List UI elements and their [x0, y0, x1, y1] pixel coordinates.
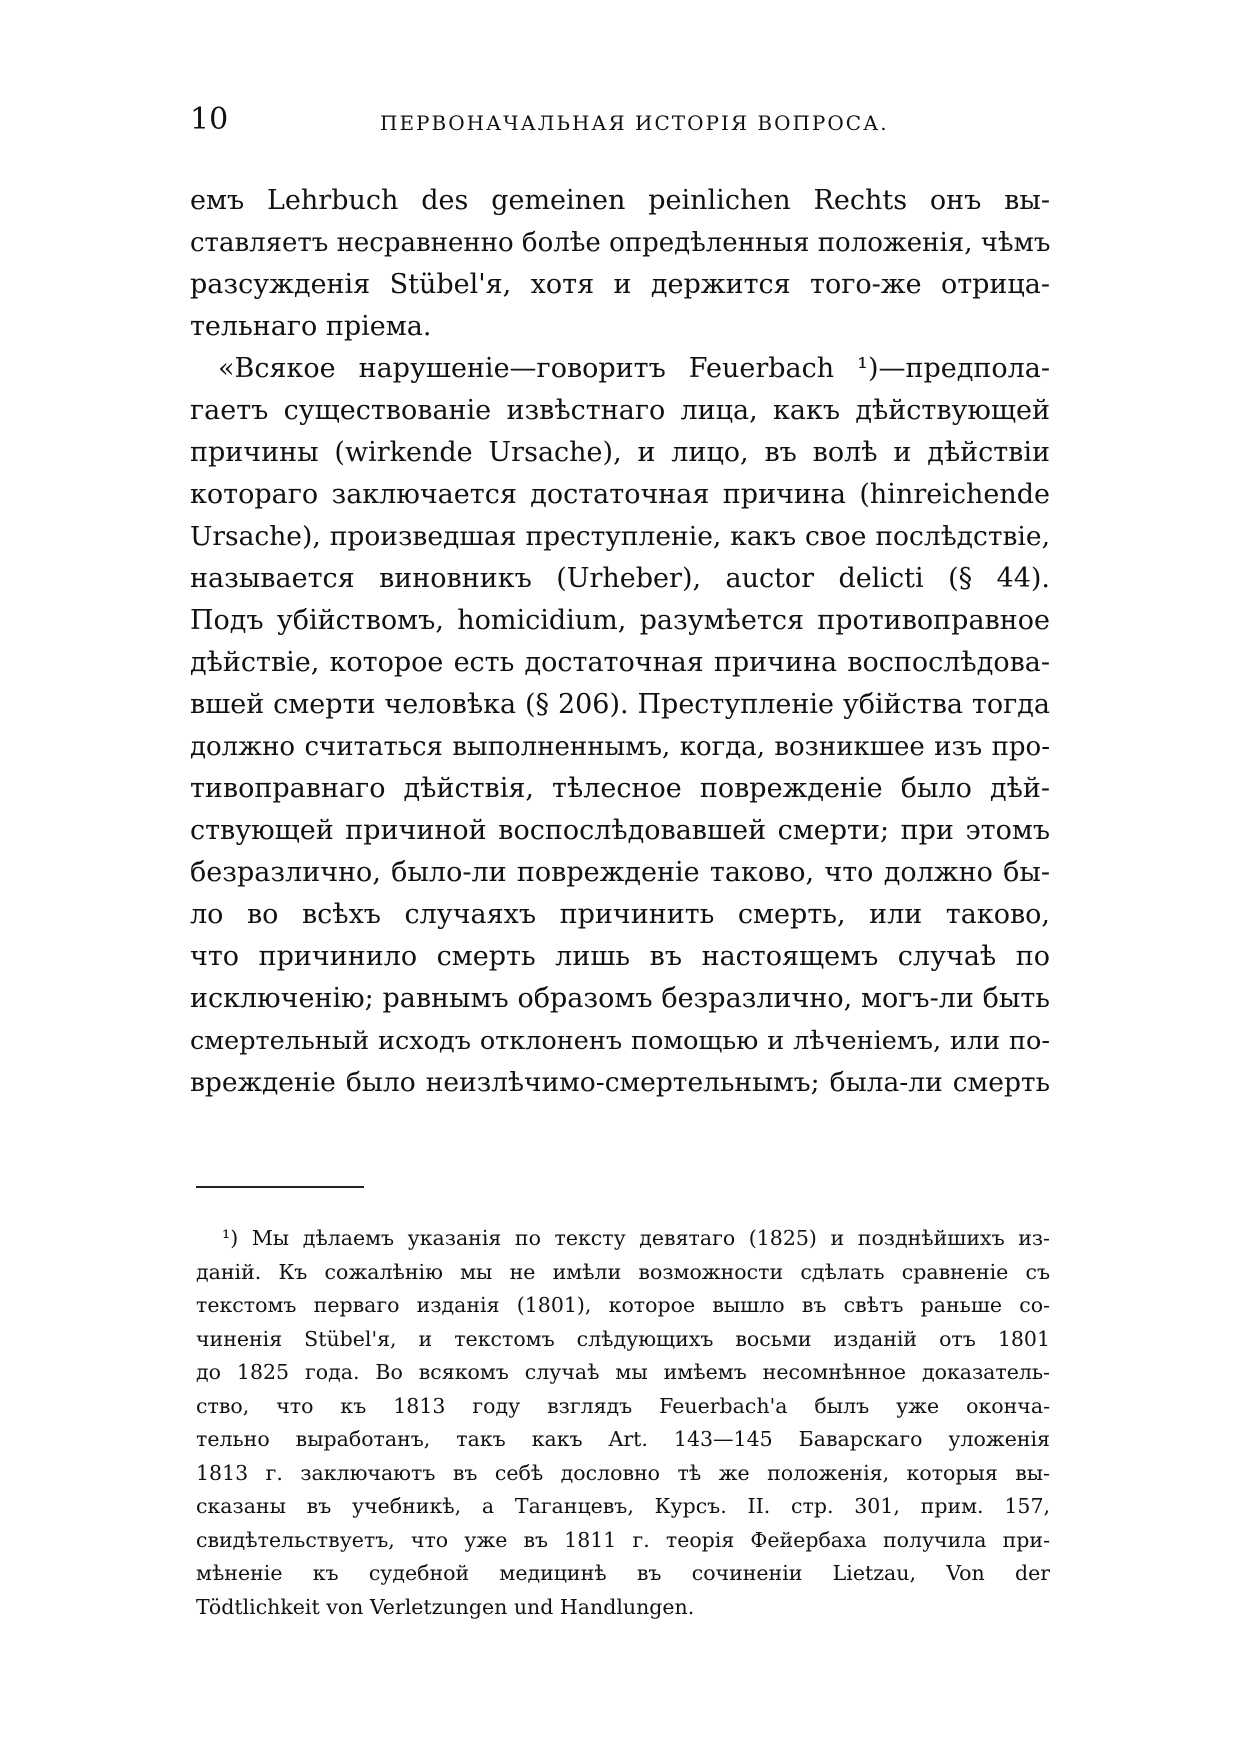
footnote-line: свидѣтельствуетъ, что уже въ 1811 г. теорія Фейербаха получила при- — [196, 1527, 1050, 1552]
footnote-line: чиненія Stübel'я, и текстомъ слѣдующихъ восьми изданій отъ 1801 — [196, 1326, 1050, 1351]
footnote-line: сказаны въ учебникѣ, а Таганцевъ, Курсъ. II. стр. 301, прим. 157, — [196, 1494, 1050, 1518]
body-line: смертельный исходъ отклоненъ помощью и лѣченіемъ, или по- — [190, 1026, 1050, 1056]
body-line: тельнаго пріема. — [190, 311, 432, 342]
body-line: Подъ убійствомъ, homicidium, разумѣется противоправное — [190, 605, 1050, 636]
body-line: ло во всѣхъ случаяхъ причинить смерть, или таково, — [190, 899, 1050, 930]
footnote-line: Tödtlichkeit von Verletzungen und Handlungen. — [196, 1594, 695, 1619]
footnote-line: мѣненіе къ судебной медицинѣ въ сочиненіи Lietzau, Von der — [196, 1561, 1050, 1585]
body-text — [190, 180, 1050, 1104]
running-title: ПЕРВОНАЧАЛЬНАЯ ИСТОРІЯ ВОПРОСА. — [380, 111, 889, 135]
body-line: разсужденія Stübel'я, хотя и держится того-же отрица- — [190, 269, 1050, 300]
footnotes — [196, 1222, 1050, 1624]
footnote-line: ¹) Мы дѣлаемъ указанія по тексту девятаго (1825) и позднѣйшихъ из- — [222, 1226, 1050, 1250]
footnote-divider — [196, 1186, 364, 1188]
body-line: емъ Lehrbuch des gemeinen peinlichen Rechts онъ вы- — [190, 185, 1050, 216]
footnote-line: ство, что къ 1813 году взглядъ Feuerbach'а былъ уже оконча- — [196, 1393, 1050, 1418]
body-line: «Всякое нарушеніе—говоритъ Feuerbach ¹)—предпола- — [218, 353, 1050, 384]
body-line: ставляетъ несравненно болѣе опредѣленныя положенія, чѣмъ — [190, 228, 1051, 258]
body-line: исключенію; равнымъ образомъ безразлично, могъ-ли быть — [190, 983, 1050, 1014]
body-line: тивоправнаго дѣйствія, тѣлесное поврежденіе было дѣй- — [190, 773, 1050, 804]
body-line: что причинило смерть лишь въ настоящемъ случаѣ по — [190, 941, 1050, 972]
footnote-line: тельно выработанъ, такъ какъ Art. 143—145 Баварскаго уложенія — [196, 1427, 1050, 1451]
body-line: ствующей причиной воспослѣдовавшей смерти; при этомъ — [190, 815, 1050, 846]
body-line: причины (wirkende Ursache), и лицо, въ волѣ и дѣйствіи — [190, 437, 1050, 468]
page-header — [190, 100, 1050, 140]
body-line: называется виновникъ (Urheber), auctor delicti (§ 44). — [190, 563, 1050, 594]
page-number: 10 — [190, 102, 229, 137]
body-line: Ursache), произведшая преступленіе, какъ свое послѣдствіе, — [190, 521, 1050, 552]
footnote-line: текстомъ перваго изданія (1801), которое вышло въ свѣтъ раньше со- — [196, 1293, 1050, 1317]
body-line: должно считаться выполненнымъ, когда, возникшее изъ про- — [190, 732, 1050, 762]
footnote-line: даній. Къ сожалѣнію мы не имѣли возможности сдѣлать сравненіе съ — [196, 1259, 1050, 1284]
body-line: гаетъ существованіе извѣстнаго лица, какъ дѣйствующей — [190, 395, 1050, 426]
body-line: вшей смерти человѣка (§ 206). Преступленіе убійства тогда — [190, 689, 1050, 720]
body-line: безразлично, было-ли поврежденіе таково, что должно бы- — [190, 857, 1050, 888]
body-line: дѣйствіе, которое есть достаточная причина воспослѣдова- — [190, 647, 1050, 678]
footnote-line: до 1825 года. Во всякомъ случаѣ мы имѣемъ несомнѣнное доказатель- — [196, 1360, 1050, 1384]
body-line: врежденіе было неизлѣчимо-смертельнымъ; была-ли смерть — [190, 1067, 1050, 1098]
footnote-line: 1813 г. заключаютъ въ себѣ дословно тѣ же положенія, которыя вы- — [196, 1460, 1050, 1485]
body-line: котораго заключается достаточная причина (hinreichende — [190, 479, 1050, 510]
